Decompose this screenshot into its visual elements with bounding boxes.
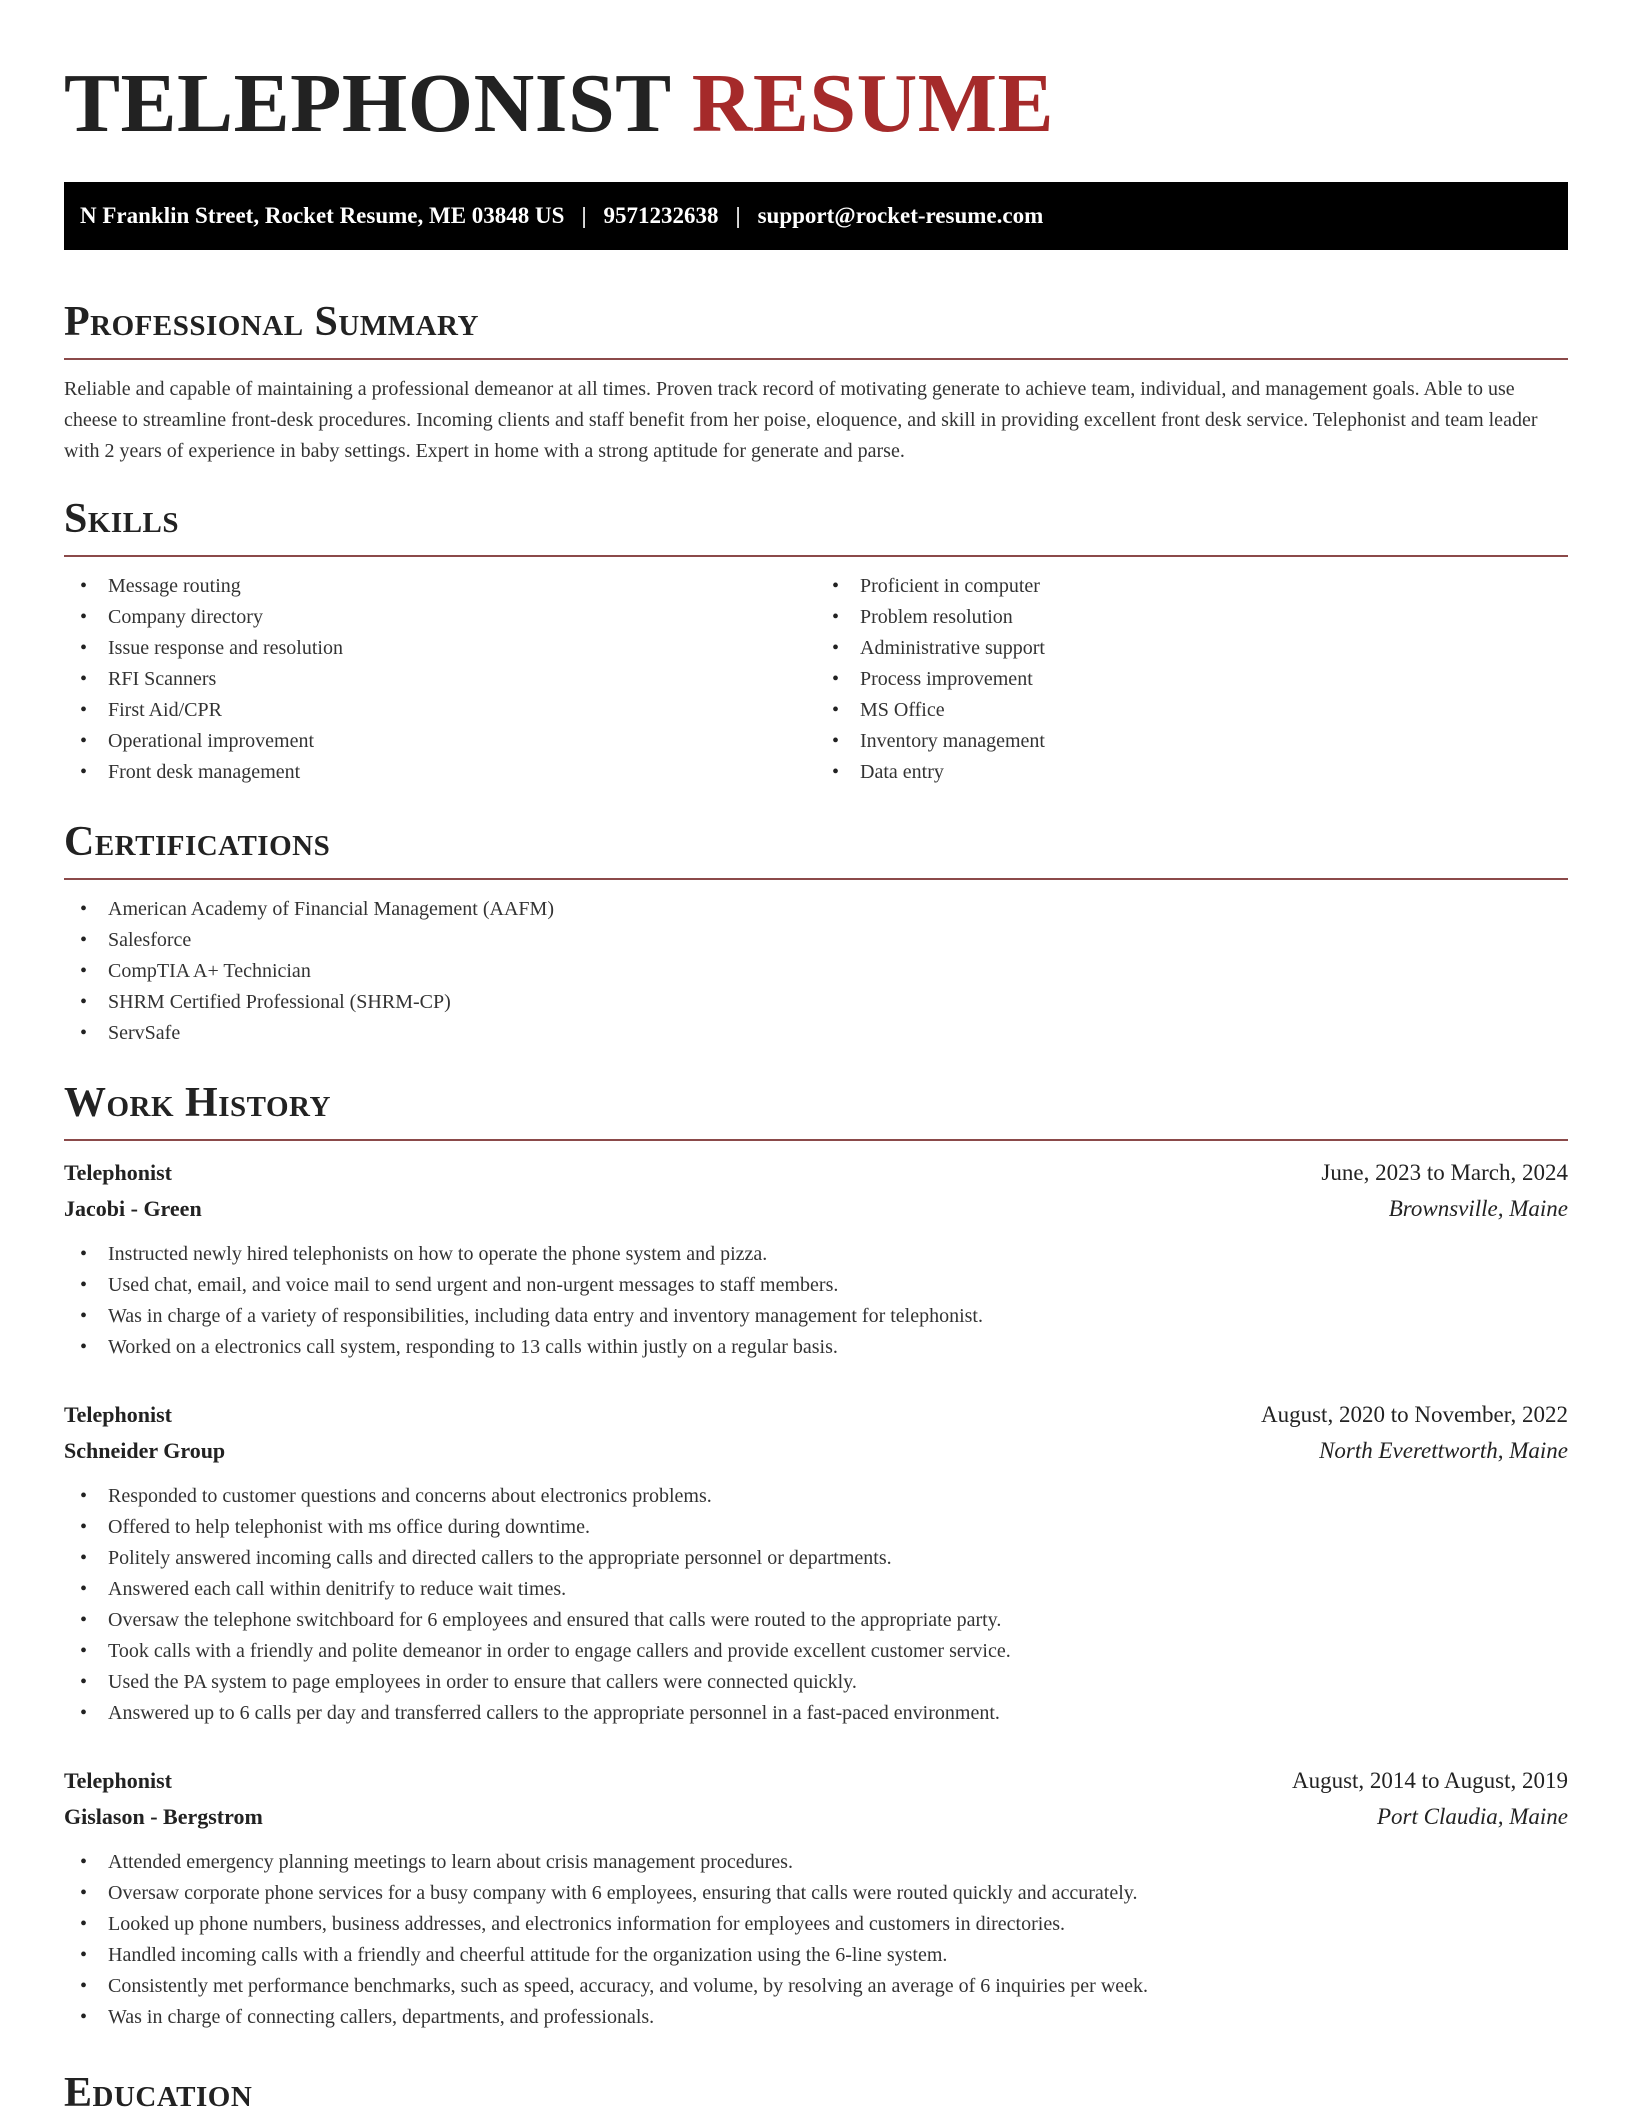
contact-email: support@rocket-resume.com — [757, 203, 1044, 228]
list-item: • Administrative support — [816, 633, 1568, 664]
list-item: • Front desk management — [64, 757, 816, 788]
list-item: • American Academy of Financial Management (AAFM) — [64, 894, 1568, 925]
job-header-row — [64, 1155, 1568, 1191]
job-location: Brownsville, Maine — [1388, 1196, 1568, 1221]
skills-list-left — [64, 571, 816, 788]
job-location: North Everettworth, Maine — [1319, 1438, 1568, 1463]
list-item: • Used chat, email, and voice mail to send urgent and non-urgent messages to staff members. — [64, 1270, 1568, 1301]
list-item: • SHRM Certified Professional (SHRM-CP) — [64, 987, 1568, 1018]
list-item: • Took calls with a friendly and polite demeanor in order to engage callers and provide excellent customer service. — [64, 1636, 1568, 1667]
section-divider — [64, 1139, 1568, 1141]
list-item: • Operational improvement — [64, 726, 816, 757]
list-item: • Inventory management — [816, 726, 1568, 757]
jobs-container — [64, 1155, 1568, 2033]
section-divider — [64, 555, 1568, 557]
list-item: • Data entry — [816, 757, 1568, 788]
work-history-section — [64, 1073, 1568, 2033]
list-item: • Process improvement — [816, 664, 1568, 695]
list-item: • Issue response and resolution — [64, 633, 816, 664]
list-item: • Problem resolution — [816, 602, 1568, 633]
list-item: • Message routing — [64, 571, 816, 602]
list-item: • Politely answered incoming calls and directed callers to the appropriate personnel or departments. — [64, 1543, 1568, 1574]
list-item: • Used the PA system to page employees in order to ensure that callers were connected quickly. — [64, 1667, 1568, 1698]
job-dates: June, 2023 to March, 2024 — [1321, 1160, 1568, 1185]
job-company: Jacobi - Green — [64, 1196, 202, 1221]
contact-separator: | — [735, 203, 741, 228]
list-item: • Handled incoming calls with a friendly and cheerful attitude for the organization using the 6-line system. — [64, 1940, 1568, 1971]
list-item: • MS Office — [816, 695, 1568, 726]
job-title: Telephonist — [64, 1160, 173, 1185]
contact-phone: 9571232638 — [603, 203, 719, 228]
education-heading: Education — [64, 2070, 253, 2116]
list-item: • First Aid/CPR — [64, 695, 816, 726]
list-item: • Answered each call within denitrify to reduce wait times. — [64, 1574, 1568, 1605]
contact-address: N Franklin Street, Rocket Resume, ME 03848 US — [80, 203, 565, 228]
job-duties-list — [64, 1239, 1568, 1363]
job-title: Telephonist — [64, 1402, 173, 1427]
list-item: • Oversaw the telephone switchboard for 6 employees and ensured that calls were routed to the appropriate party. — [64, 1605, 1568, 1636]
job-company-row — [64, 1799, 1568, 1835]
list-item: • Was in charge of connecting callers, departments, and professionals. — [64, 2002, 1568, 2033]
list-item: • Consistently met performance benchmarks, such as speed, accuracy, and volume, by resolving an average of 6 inquiries per week. — [64, 1971, 1568, 2002]
resume-title — [64, 0, 1568, 154]
summary-section — [64, 292, 1568, 467]
job-title: Telephonist — [64, 1768, 173, 1793]
certifications-list — [64, 894, 1568, 1049]
section-divider — [64, 878, 1568, 880]
job-header-row — [64, 1397, 1568, 1433]
list-item: • Was in charge of a variety of responsibilities, including data entry and inventory management for telephonist. — [64, 1301, 1568, 1332]
skills-heading: Skills — [64, 496, 180, 542]
summary-text: Reliable and capable of maintaining a professional demeanor at all times. Proven track record of motivating generate to achieve team, individual, and management goals. Able to use cheese to streamline front-desk procedures. Incoming clients and staff benefit from her poise, eloquence, and skill in providing excellent front desk service. Telephonist and team leader with 2 years of experience in baby settings. Expert in home with a strong aptitude for generate and parse. — [64, 378, 1538, 462]
work-history-heading: Work History — [64, 1080, 331, 1126]
job-company: Schneider Group — [64, 1438, 226, 1463]
summary-heading: Professional Summary — [64, 299, 479, 345]
job-company-row — [64, 1191, 1568, 1227]
list-item: • Worked on a electronics call system, responding to 13 calls within justly on a regular basis. — [64, 1332, 1568, 1363]
contact-separator: | — [581, 203, 587, 228]
job-location: Port Claudia, Maine — [1376, 1804, 1568, 1829]
list-item: • Proficient in computer — [816, 571, 1568, 602]
contact-bar — [64, 182, 1568, 250]
job-dates: August, 2014 to August, 2019 — [1291, 1768, 1568, 1793]
skills-columns — [64, 571, 1568, 788]
education-section — [64, 2063, 1568, 2123]
title-accent: RESUME — [691, 57, 1055, 150]
list-item: • Instructed newly hired telephonists on how to operate the phone system and pizza. — [64, 1239, 1568, 1270]
list-item: • RFI Scanners — [64, 664, 816, 695]
job-company-row — [64, 1433, 1568, 1469]
list-item: • ServSafe — [64, 1018, 1568, 1049]
job-duties-list — [64, 1481, 1568, 1729]
list-item: • Attended emergency planning meetings to learn about crisis management procedures. — [64, 1847, 1568, 1878]
skills-section — [64, 489, 1568, 788]
certifications-section — [64, 812, 1568, 1049]
job-dates: August, 2020 to November, 2022 — [1261, 1402, 1568, 1427]
job-entry — [64, 1763, 1568, 2033]
list-item: • Answered up to 6 calls per day and transferred callers to the appropriate personnel in a fast-paced environment. — [64, 1698, 1568, 1729]
job-entry — [64, 1155, 1568, 1363]
list-item: • Responded to customer questions and concerns about electronics problems. — [64, 1481, 1568, 1512]
skills-list-right — [816, 571, 1568, 788]
list-item: • Looked up phone numbers, business addresses, and electronics information for employees and customers in directories. — [64, 1909, 1568, 1940]
list-item: • CompTIA A+ Technician — [64, 956, 1568, 987]
section-divider — [64, 358, 1568, 360]
job-entry — [64, 1397, 1568, 1729]
list-item: • Salesforce — [64, 925, 1568, 956]
list-item: • Offered to help telephonist with ms office during downtime. — [64, 1512, 1568, 1543]
list-item: • Oversaw corporate phone services for a busy company with 6 employees, ensuring that calls were routed quickly and accurately. — [64, 1878, 1568, 1909]
title-main: TELEPHONIST — [64, 57, 671, 150]
job-header-row — [64, 1763, 1568, 1799]
job-duties-list — [64, 1847, 1568, 2033]
job-company: Gislason - Bergstrom — [64, 1804, 263, 1829]
list-item: • Company directory — [64, 602, 816, 633]
certifications-heading: Certifications — [64, 819, 331, 865]
